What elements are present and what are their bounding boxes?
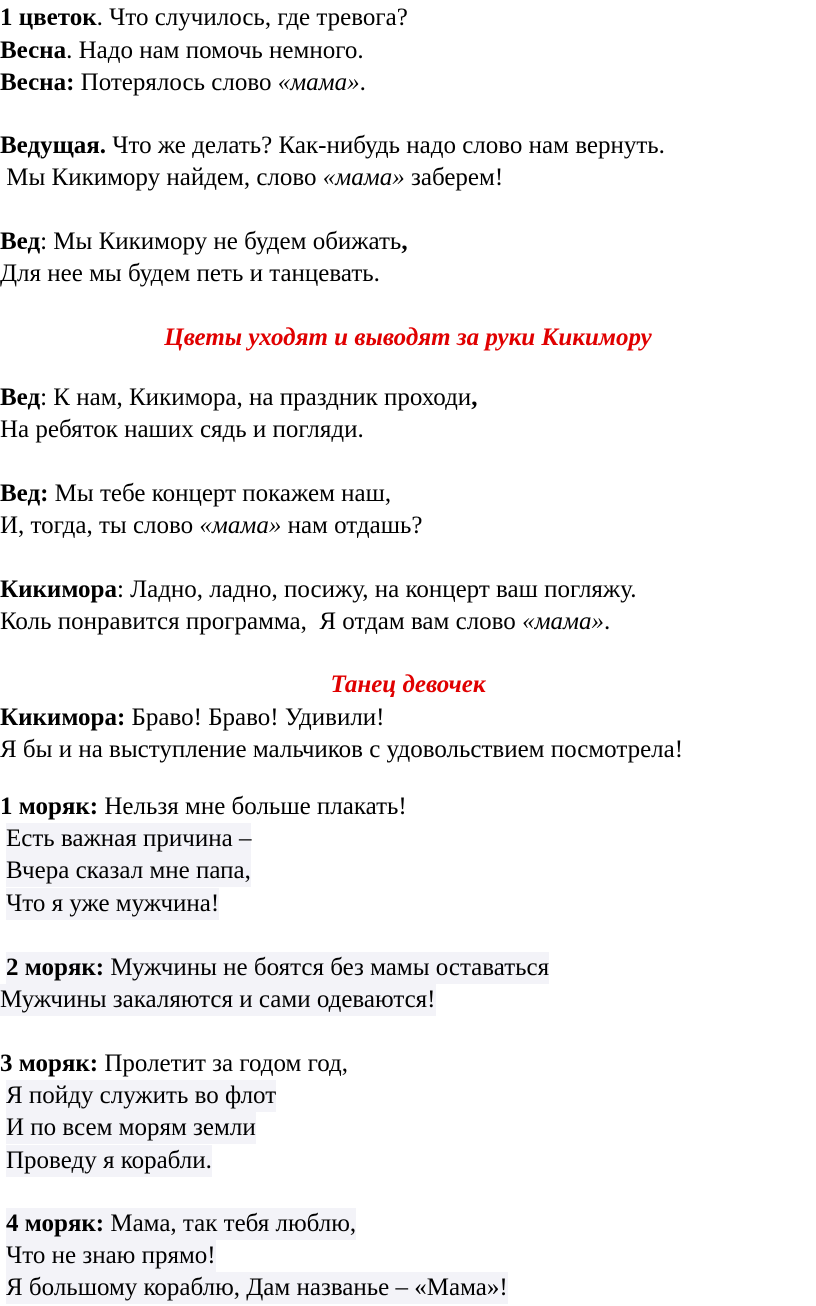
text: И по всем морям земли [6,1114,256,1141]
bold-tail: , [471,384,478,411]
text: Пролетит за годом год, [98,1050,348,1077]
text: Что я уже мужчина! [6,890,220,917]
speaker: Кикимора: [0,704,126,731]
tail: . [359,69,366,96]
text: Вчера сказал мне папа, [6,857,251,884]
text: : Ладно, ладно, посижу, на концерт ваш погляжу. [116,576,637,603]
speaker: Весна [0,37,67,64]
text: Мы тебе концерт покажем наш, [48,480,392,507]
line-5 [0,162,503,194]
text: Для нее мы будем петь и танцевать. [0,260,380,287]
italic-word: «мама» [322,164,405,191]
text: Я большому кораблю, Дам названье – «Мама»! [6,1274,508,1301]
line-27 [6,1240,216,1272]
line-8 [0,382,477,414]
line-2 [0,35,364,67]
text: Что не знаю прямо! [6,1242,216,1269]
speaker: Вед [0,228,41,255]
speaker: 1 моряк: [0,793,99,820]
line-22 [0,1048,348,1080]
text: Браво! Браво! Удивили! [125,704,385,731]
line-14 [0,702,385,734]
line-11 [0,510,422,542]
speaker: Кикимора [0,576,117,603]
speaker: 3 моряк: [0,1050,99,1077]
line-20 [6,952,549,984]
text: Что же делать? Как-нибудь надо слово нам вернуть. [105,132,665,159]
line-23 [6,1080,276,1112]
line-10 [0,478,391,510]
tail: нам отдашь? [281,512,423,539]
text: Мама, так тебя люблю, [104,1210,357,1237]
line-6 [0,226,408,258]
speaker: 2 моряк: [6,954,105,981]
text: Мужчины не боятся без мамы оставаться [104,954,550,981]
speaker: 1 цветок [0,4,97,31]
text: : Мы Кикимору не будем обижать [40,228,402,255]
text: Проведу я корабли. [6,1147,212,1174]
line-15 [0,734,683,766]
text: И, тогда, ты слово [0,512,200,539]
tail: . [603,608,611,635]
line-19 [6,888,219,920]
stage-direction-1: Цветы уходят и выводят за руки Кикимору [164,324,652,351]
speaker: Ведущая. [0,132,106,159]
line-17 [6,823,251,855]
text: Коль понравится программа, Я отдам вам слово [0,608,523,635]
line-1 [0,2,408,34]
text: Мужчины закаляются и сами одеваются! [0,986,436,1013]
text: На ребяток наших сядь и погляди. [0,416,364,443]
stage-direction-2: Танец девочек [330,671,486,698]
line-13 [0,606,610,638]
text: . Надо нам помочь немного. [66,37,364,64]
line-25 [6,1145,212,1177]
text: Мы Кикимору найдем, слово [0,164,323,191]
text: Потерялось слово [74,69,278,96]
speaker: Вед: [0,480,49,507]
italic-word: «мама» [522,608,604,635]
text: Есть важная причина – [6,825,252,852]
line-18 [6,855,251,887]
speaker: Вед [0,384,41,411]
bold-tail: , [401,228,408,255]
line-9 [0,414,364,446]
italic-word: «мама» [277,69,360,96]
text: : К нам, Кикимора, на праздник проходи [40,384,472,411]
text: Нельзя мне больше плакать! [98,793,407,820]
line-3 [0,67,366,99]
line-21 [0,984,436,1016]
text: Я бы и на выступление мальчиков с удовольствием посмотрела! [0,736,684,763]
speaker: 4 моряк: [6,1210,105,1237]
italic-word: «мама» [199,512,282,539]
line-16 [0,791,407,823]
line-12 [0,574,636,606]
line-24 [6,1112,256,1144]
line-7 [0,258,380,290]
line-26 [6,1208,356,1240]
tail: заберем! [404,164,504,191]
speaker: Весна: [0,69,75,96]
text: . Что случилось, где тревога? [96,4,408,31]
line-4 [0,130,665,162]
line-28 [6,1272,508,1304]
text: Я пойду служить во флот [6,1082,277,1109]
